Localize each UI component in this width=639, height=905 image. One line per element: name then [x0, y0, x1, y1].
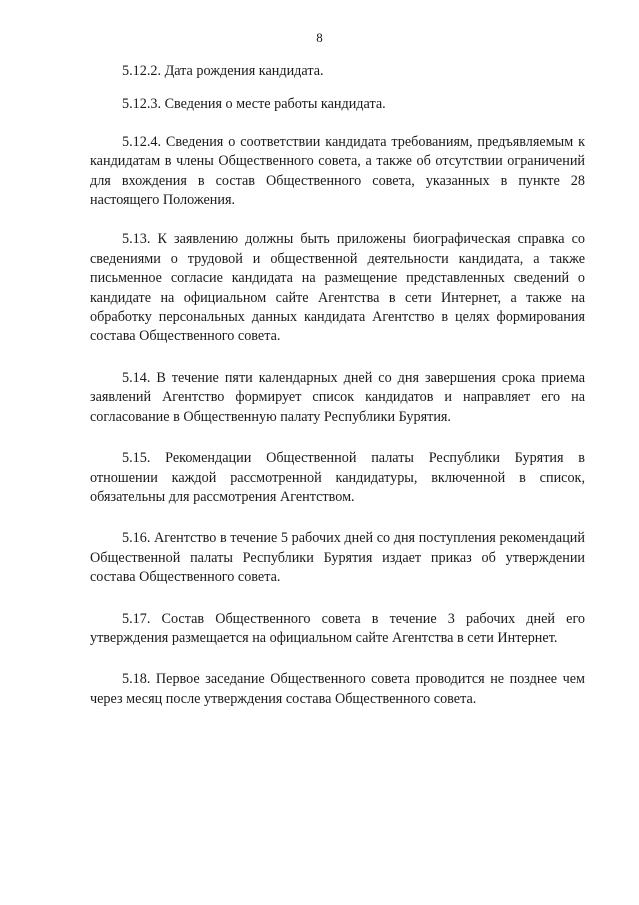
paragraph-5-12-3: 5.12.3. Сведения о месте работы кандидата.: [122, 96, 386, 113]
page-number: 8: [316, 30, 323, 45]
paragraph-5-16: 5.16. Агентство в течение 5 рабочих дней со дня поступления рекомендаций Общественной палаты Республики Бурятия издает приказ об утверждении состава Общественного совета.: [90, 530, 585, 586]
paragraph-5-15: 5.15. Рекомендации Общественной палаты Республики Бурятия в отношении каждой рассмотренной кандидатуры, включенной в список, обязательны для рассмотрения Агентством.: [90, 450, 585, 505]
paragraph-5-18: 5.18. Первое заседание Общественного совета проводится не позднее чем через месяц после утверждения состава Общественного совета.: [90, 671, 585, 707]
paragraph-5-17: 5.17. Состав Общественного совета в течение 3 рабочих дней его утверждения размещается на официальном сайте Агентства в сети Интернет.: [90, 610, 585, 646]
paragraph-5-12-4: 5.12.4. Сведения о соответствии кандидата требованиям, предъявляемым к кандидатам в члены Общественного совета, а также об отсутствии ограничений для вхождения в состав Общественного совета, указанных в пункте 28 настоящего Положения.: [90, 133, 585, 209]
paragraph-5-12-2: 5.12.2. Дата рождения кандидата.: [122, 63, 324, 79]
paragraph-5-13: 5.13. К заявлению должны быть приложены биографическая справка со сведениями о трудовой и общественной деятельности кандидата, а также письменное согласие кандидата на размещение представленных сведений о кандидате на официальном сайте Агентства в сети Интернет, а также на обработку персональных данных кандидата Агентство в целях формирования состава Общественного совета.: [90, 231, 585, 345]
document-body: [90, 62, 585, 723]
paragraph-5-14: 5.14. В течение пяти календарных дней со дня завершения срока приема заявлений Агентство формирует список кандидатов и направляет его на согласование в Общественную палату Республики Бурятия.: [90, 369, 585, 425]
